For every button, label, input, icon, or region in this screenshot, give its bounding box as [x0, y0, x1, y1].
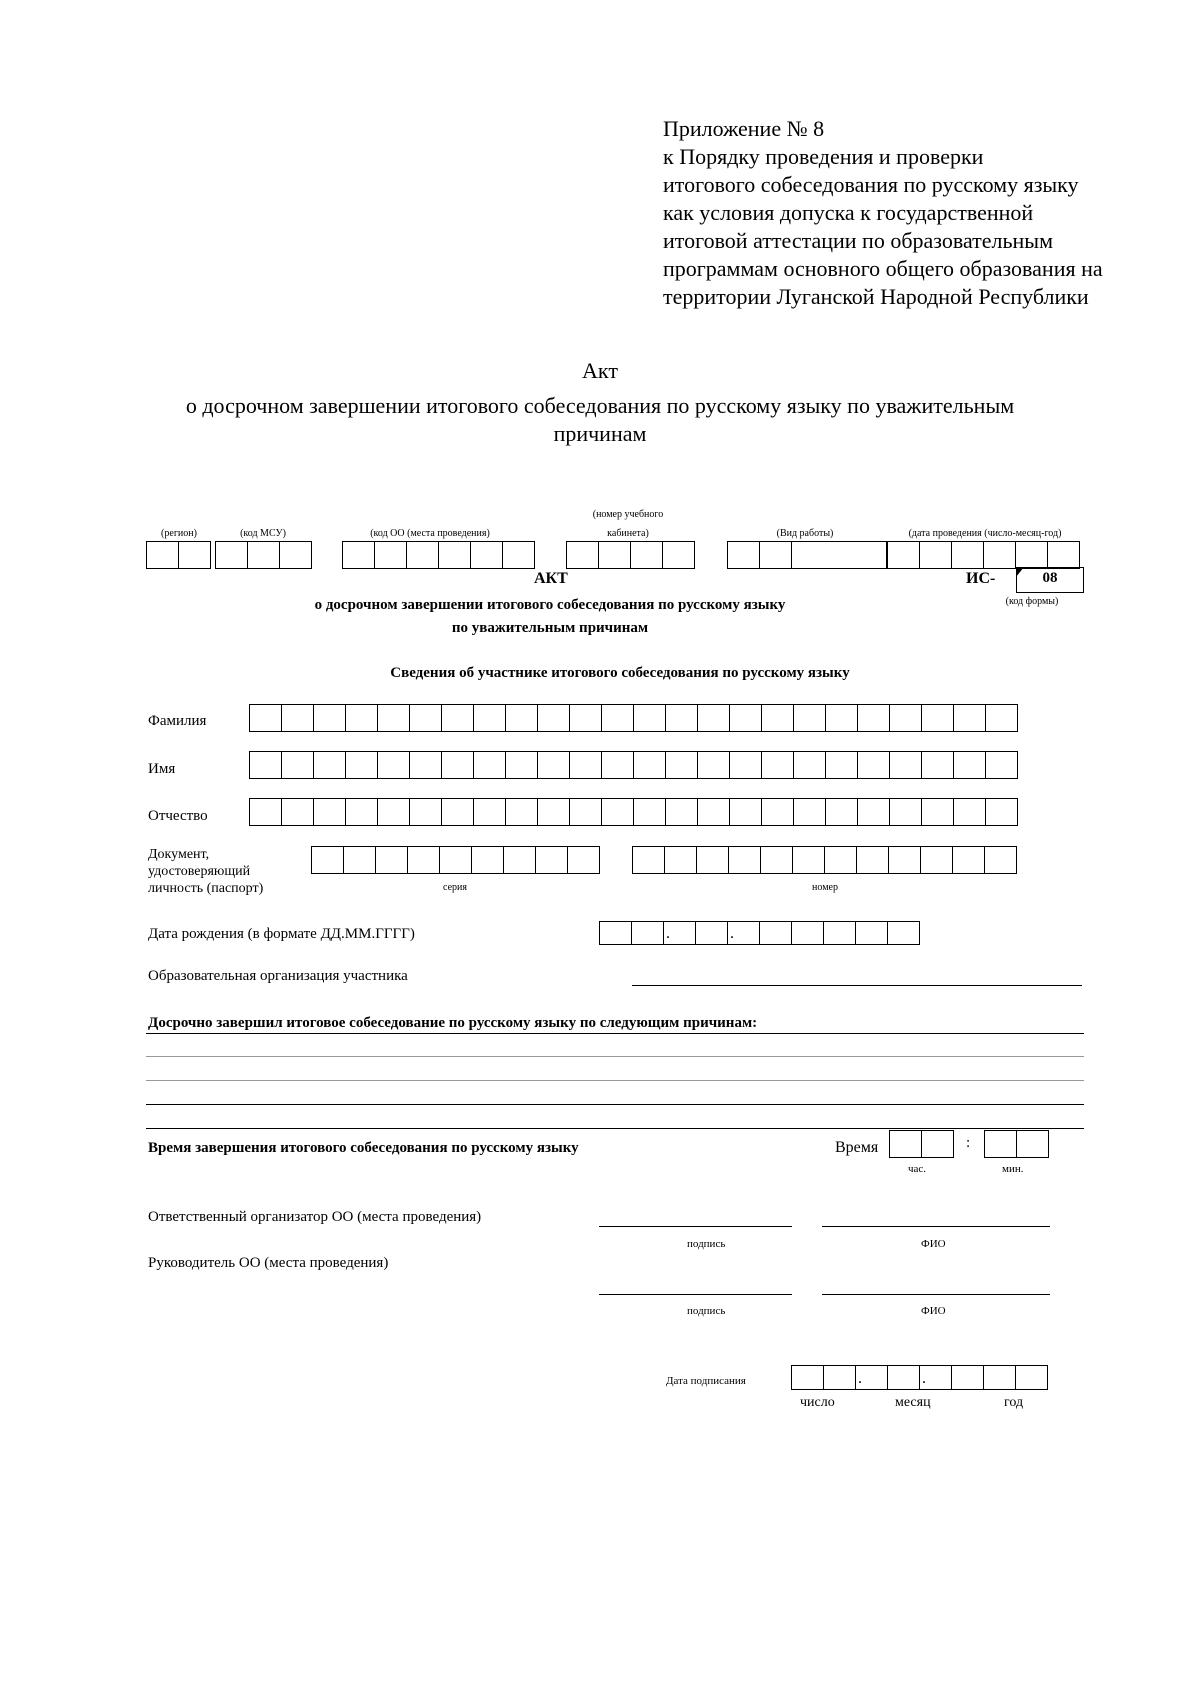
- input-cell[interactable]: [983, 541, 1016, 569]
- input-cell[interactable]: [983, 1365, 1016, 1390]
- birth-date-cells[interactable]: [599, 921, 919, 945]
- time-separator: :: [966, 1135, 971, 1151]
- input-cell[interactable]: [760, 846, 793, 874]
- input-cell[interactable]: [439, 846, 472, 874]
- form-subtitle-end: по уважительным причинам: [451, 620, 649, 636]
- input-cell[interactable]: [729, 751, 762, 779]
- input-cell[interactable]: [377, 751, 410, 779]
- input-cell[interactable]: [697, 798, 730, 826]
- input-cell[interactable]: [407, 846, 440, 874]
- head-label: Руководитель ОО (места проведения): [148, 1255, 389, 1271]
- input-cell[interactable]: [537, 751, 570, 779]
- organization-label: Образовательная организация участника: [148, 968, 408, 984]
- input-cell[interactable]: [791, 921, 824, 945]
- msu-code-cells[interactable]: [215, 541, 311, 569]
- input-cell[interactable]: [952, 846, 985, 874]
- input-cell[interactable]: [279, 541, 312, 569]
- input-cell[interactable]: [313, 751, 346, 779]
- input-cell[interactable]: [951, 1365, 984, 1390]
- input-cell[interactable]: [505, 798, 538, 826]
- input-cell[interactable]: [729, 798, 762, 826]
- organization-line[interactable]: [632, 985, 1082, 986]
- input-cell[interactable]: [985, 704, 1018, 732]
- input-cell[interactable]: [632, 846, 665, 874]
- day-caption: число: [800, 1395, 835, 1410]
- document-title: Акт: [582, 358, 618, 383]
- input-cell[interactable]: [473, 798, 506, 826]
- input-cell[interactable]: [792, 846, 825, 874]
- appendix-line: к Порядку проведения и проверки: [663, 144, 984, 169]
- input-cell[interactable]: [887, 541, 920, 569]
- input-cell[interactable]: [249, 751, 282, 779]
- hours-cells[interactable]: [889, 1130, 953, 1158]
- form-code-prefix: ИС-: [966, 570, 996, 587]
- input-cell[interactable]: [855, 1365, 888, 1390]
- input-cell[interactable]: [343, 846, 376, 874]
- region-cells[interactable]: [146, 541, 210, 569]
- input-cell[interactable]: [1015, 1365, 1048, 1390]
- input-cell[interactable]: [342, 541, 375, 569]
- input-cell[interactable]: [470, 541, 503, 569]
- reason-line[interactable]: [146, 1104, 1084, 1105]
- input-cell[interactable]: [406, 541, 439, 569]
- input-cell[interactable]: [633, 798, 666, 826]
- input-cell[interactable]: [665, 751, 698, 779]
- input-cell[interactable]: [759, 921, 792, 945]
- input-cell[interactable]: [728, 846, 761, 874]
- input-cell[interactable]: [313, 798, 346, 826]
- input-cell[interactable]: [662, 541, 695, 569]
- input-cell[interactable]: [409, 704, 442, 732]
- input-cell[interactable]: [409, 751, 442, 779]
- organizer-label: Ответственный организатор ОО (места проведения): [148, 1209, 482, 1225]
- hours-caption: час.: [908, 1163, 927, 1175]
- input-cell[interactable]: [313, 704, 346, 732]
- year-caption: год: [1004, 1395, 1024, 1410]
- patronymic-label: Отчество: [148, 808, 208, 824]
- input-cell[interactable]: [665, 704, 698, 732]
- input-cell[interactable]: [985, 751, 1018, 779]
- input-cell[interactable]: [856, 846, 889, 874]
- minutes-caption: мин.: [1002, 1163, 1024, 1175]
- input-cell[interactable]: [791, 1365, 824, 1390]
- input-cell[interactable]: [920, 846, 953, 874]
- input-cell[interactable]: [471, 846, 504, 874]
- input-cell[interactable]: [345, 751, 378, 779]
- input-cell[interactable]: [375, 846, 408, 874]
- document-label: [148, 846, 263, 897]
- time-label: Время: [835, 1139, 879, 1156]
- oo-code-caption: (код ОО (места проведения): [370, 528, 490, 539]
- passport-number-cells[interactable]: [632, 846, 1016, 874]
- exam-date-cells[interactable]: [887, 541, 1079, 569]
- input-cell[interactable]: [888, 846, 921, 874]
- input-cell[interactable]: [537, 798, 570, 826]
- participant-section-title: Сведения об участнике итогового собеседования по русскому языку: [390, 665, 850, 681]
- input-cell[interactable]: [569, 704, 602, 732]
- appendix-block: [663, 115, 1183, 311]
- input-cell[interactable]: [761, 751, 794, 779]
- form-heading: АКТ: [534, 570, 568, 587]
- work-type-cells[interactable]: [727, 541, 886, 569]
- input-cell[interactable]: [473, 751, 506, 779]
- input-cell[interactable]: [889, 1130, 922, 1158]
- form-code-value: 08: [1042, 570, 1058, 586]
- input-cell[interactable]: [889, 704, 922, 732]
- organizer-signature-line[interactable]: [599, 1226, 792, 1227]
- form-subtitle: о досрочном завершении итогового собеседования по русскому языку: [314, 597, 786, 613]
- input-cell[interactable]: [887, 1365, 920, 1390]
- input-cell[interactable]: [665, 798, 698, 826]
- input-cell[interactable]: [345, 798, 378, 826]
- input-cell[interactable]: [825, 704, 858, 732]
- input-cell[interactable]: [249, 704, 282, 732]
- input-cell[interactable]: [919, 1365, 952, 1390]
- input-cell[interactable]: [409, 798, 442, 826]
- name-cells[interactable]: [249, 751, 1017, 779]
- input-cell[interactable]: [377, 798, 410, 826]
- input-cell[interactable]: [601, 798, 634, 826]
- input-cell[interactable]: [569, 798, 602, 826]
- input-cell[interactable]: [630, 541, 663, 569]
- input-cell[interactable]: [921, 1130, 954, 1158]
- input-cell[interactable]: [281, 751, 314, 779]
- form-code-caption: (код формы): [1005, 596, 1059, 607]
- input-cell[interactable]: [727, 541, 760, 569]
- input-cell[interactable]: [502, 541, 535, 569]
- document-label-line: удостоверяющий: [148, 864, 251, 879]
- input-cell[interactable]: [857, 704, 890, 732]
- patronymic-cells[interactable]: [249, 798, 1017, 826]
- input-cell[interactable]: [633, 751, 666, 779]
- reasons-title: Досрочно завершил итоговое собеседование по русскому языку по следующим причинам:: [148, 1015, 758, 1031]
- input-cell[interactable]: [473, 704, 506, 732]
- end-time-title: Время завершения итогового собеседования по русскому языку: [148, 1140, 579, 1156]
- input-cell[interactable]: [537, 704, 570, 732]
- birth-date-label: Дата рождения (в формате ДД.ММ.ГГГГ): [148, 926, 415, 942]
- input-cell[interactable]: [377, 704, 410, 732]
- head-signature-line[interactable]: [599, 1294, 792, 1295]
- input-cell[interactable]: [1016, 1130, 1049, 1158]
- input-cell[interactable]: [505, 751, 538, 779]
- input-cell[interactable]: [889, 751, 922, 779]
- input-cell[interactable]: [374, 541, 407, 569]
- input-cell[interactable]: [985, 798, 1018, 826]
- input-cell[interactable]: [569, 751, 602, 779]
- signature-caption: подпись: [687, 1305, 726, 1317]
- input-cell[interactable]: [857, 751, 890, 779]
- input-cell[interactable]: [793, 704, 826, 732]
- room-caption-2: кабинета): [607, 528, 649, 539]
- input-cell[interactable]: [951, 541, 984, 569]
- surname-label: Фамилия: [148, 713, 207, 729]
- input-cell[interactable]: [598, 541, 631, 569]
- input-cell[interactable]: [441, 704, 474, 732]
- input-cell[interactable]: [855, 921, 888, 945]
- input-cell[interactable]: [505, 704, 538, 732]
- input-cell[interactable]: [825, 751, 858, 779]
- input-cell[interactable]: [1047, 541, 1080, 569]
- document-label-line: личность (паспорт): [148, 881, 264, 896]
- signing-date-label: Дата подписания: [666, 1375, 746, 1387]
- fio-caption: ФИО: [921, 1305, 946, 1317]
- input-cell[interactable]: [824, 846, 857, 874]
- input-cell[interactable]: [791, 541, 887, 569]
- msu-caption: (код МСУ): [240, 528, 286, 539]
- appendix-line: итогового собеседования по русскому языку: [663, 172, 1079, 197]
- form-code-box: [1016, 567, 1084, 593]
- input-cell[interactable]: [759, 541, 792, 569]
- input-cell[interactable]: [887, 921, 920, 945]
- series-caption: серия: [443, 882, 467, 893]
- input-cell[interactable]: [889, 798, 922, 826]
- input-cell[interactable]: [345, 704, 378, 732]
- input-cell[interactable]: [696, 846, 729, 874]
- input-cell[interactable]: [984, 1130, 1017, 1158]
- appendix-line: как условия допуска к государственной: [663, 200, 1034, 225]
- input-cell[interactable]: [761, 798, 794, 826]
- input-cell[interactable]: [919, 541, 952, 569]
- signing-date-cells[interactable]: [791, 1365, 1047, 1390]
- document-label-line: Документ,: [148, 847, 210, 862]
- region-caption: (регион): [161, 528, 197, 539]
- input-cell[interactable]: [633, 704, 666, 732]
- input-cell[interactable]: [247, 541, 280, 569]
- input-cell[interactable]: [823, 921, 856, 945]
- month-caption: месяц: [895, 1395, 931, 1410]
- appendix-line: итоговой аттестации по образовательным: [663, 228, 1054, 253]
- input-cell[interactable]: [599, 921, 632, 945]
- input-cell[interactable]: [146, 541, 179, 569]
- input-cell[interactable]: [984, 846, 1017, 874]
- fio-caption: ФИО: [921, 1238, 946, 1250]
- document-subtitle-end: причинам: [553, 421, 647, 446]
- number-caption: номер: [812, 882, 838, 893]
- input-cell[interactable]: [697, 704, 730, 732]
- head-fio-line[interactable]: [822, 1294, 1050, 1295]
- input-cell[interactable]: [503, 846, 536, 874]
- input-cell[interactable]: [729, 704, 762, 732]
- input-cell[interactable]: [441, 751, 474, 779]
- reason-line[interactable]: [146, 1056, 1084, 1057]
- input-cell[interactable]: [761, 704, 794, 732]
- input-cell[interactable]: [953, 751, 986, 779]
- input-cell[interactable]: [664, 846, 697, 874]
- input-cell[interactable]: [697, 751, 730, 779]
- input-cell[interactable]: [601, 704, 634, 732]
- input-cell[interactable]: [441, 798, 474, 826]
- input-cell[interactable]: [695, 921, 728, 945]
- input-cell[interactable]: [1015, 541, 1048, 569]
- input-cell[interactable]: [825, 798, 858, 826]
- input-cell[interactable]: [921, 704, 954, 732]
- surname-cells[interactable]: [249, 704, 1017, 732]
- input-cell[interactable]: [857, 798, 890, 826]
- input-cell[interactable]: [793, 751, 826, 779]
- appendix-line: программам основного общего образования на: [663, 256, 1103, 281]
- room-caption-1: (номер учебного: [592, 509, 664, 520]
- input-cell[interactable]: [438, 541, 471, 569]
- input-cell[interactable]: [823, 1365, 856, 1390]
- room-number-cells[interactable]: [566, 541, 694, 569]
- name-label: Имя: [148, 761, 176, 777]
- input-cell[interactable]: [311, 846, 344, 874]
- work-type-caption: (Вид работы): [776, 528, 834, 539]
- appendix-line: территории Луганской Народной Республики: [663, 284, 1089, 309]
- input-cell[interactable]: [215, 541, 248, 569]
- reason-line[interactable]: [146, 1080, 1084, 1081]
- input-cell[interactable]: [921, 798, 954, 826]
- input-cell[interactable]: [793, 798, 826, 826]
- input-cell[interactable]: [178, 541, 211, 569]
- input-cell[interactable]: [631, 921, 664, 945]
- corner-mark-icon: [1016, 567, 1024, 577]
- input-cell[interactable]: [953, 798, 986, 826]
- passport-series-cells[interactable]: [311, 846, 599, 874]
- input-cell[interactable]: [663, 921, 696, 945]
- input-cell[interactable]: [249, 798, 282, 826]
- input-cell[interactable]: [281, 798, 314, 826]
- signature-caption: подпись: [687, 1238, 726, 1250]
- input-cell[interactable]: [953, 704, 986, 732]
- appendix-line: Приложение № 8: [663, 116, 825, 141]
- input-cell[interactable]: [601, 751, 634, 779]
- document-subtitle: о досрочном завершении итогового собеседования по русскому языку по уважительным: [185, 393, 1015, 418]
- input-cell[interactable]: [567, 846, 600, 874]
- reason-line[interactable]: [146, 1033, 1084, 1034]
- minutes-cells[interactable]: [984, 1130, 1048, 1158]
- oo-code-cells[interactable]: [342, 541, 534, 569]
- input-cell[interactable]: [921, 751, 954, 779]
- input-cell[interactable]: [535, 846, 568, 874]
- input-cell[interactable]: [566, 541, 599, 569]
- date-caption: (дата проведения (число-месяц-год): [908, 528, 1062, 539]
- reason-line[interactable]: [146, 1128, 1084, 1129]
- input-cell[interactable]: [281, 704, 314, 732]
- organizer-fio-line[interactable]: [822, 1226, 1050, 1227]
- input-cell[interactable]: [727, 921, 760, 945]
